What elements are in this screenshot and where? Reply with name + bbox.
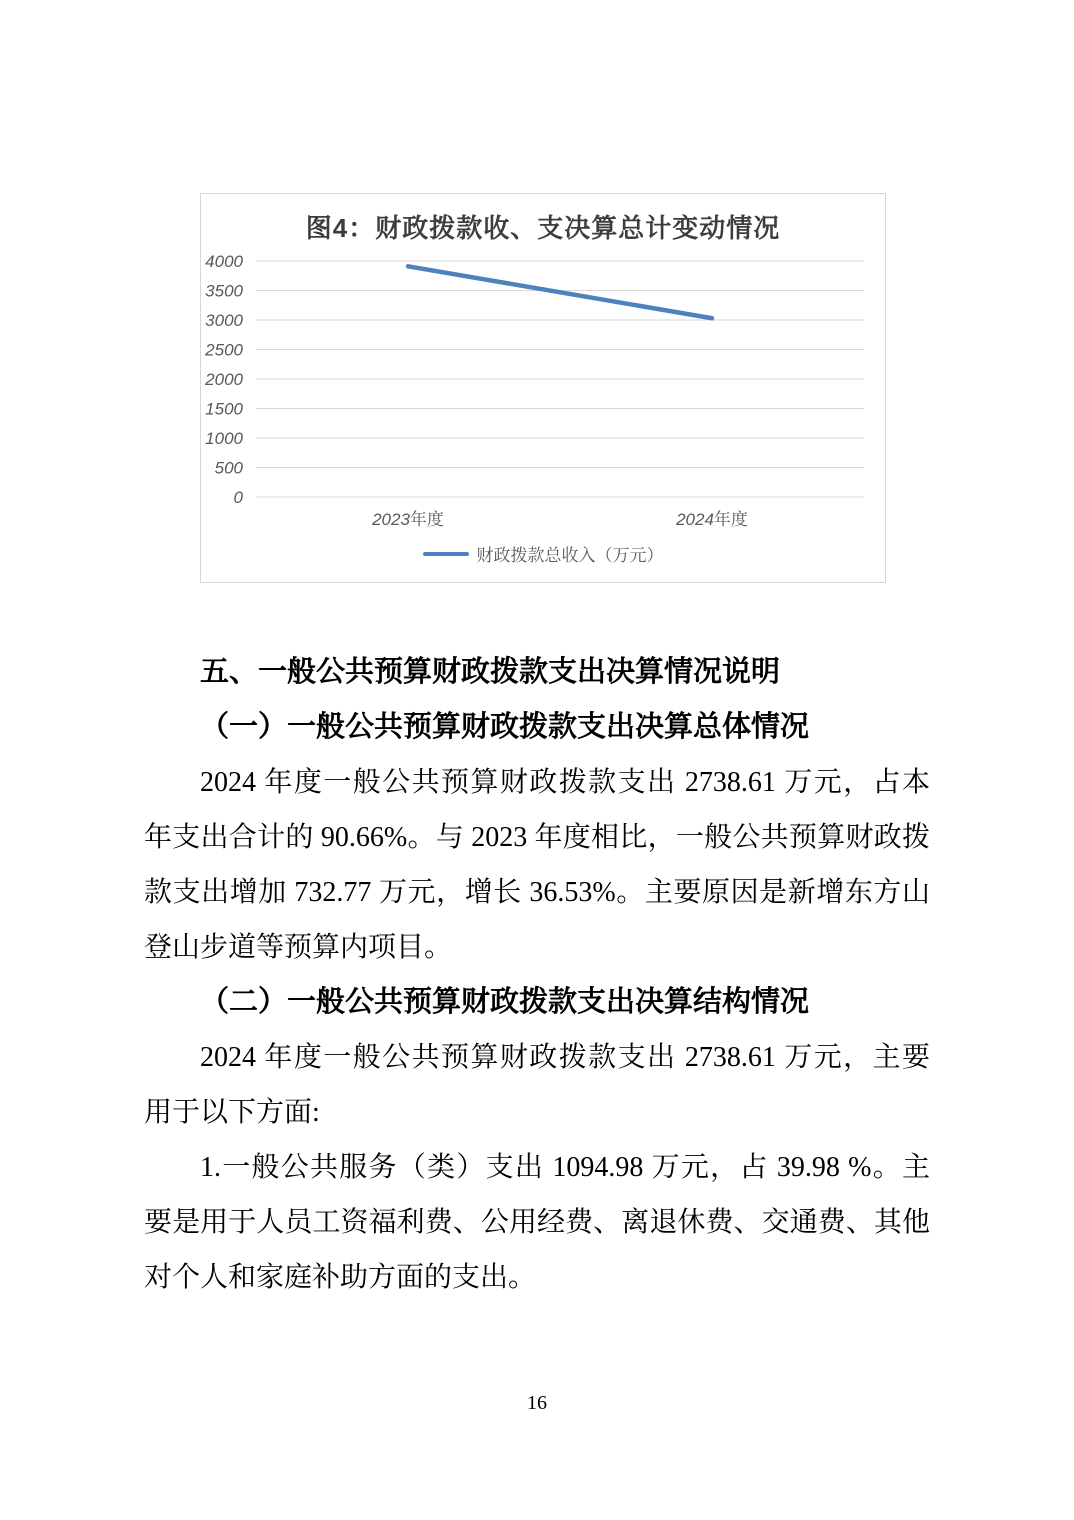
body-text <box>144 645 930 1305</box>
legend-line-swatch <box>423 552 469 556</box>
chart-legend <box>201 541 885 566</box>
paragraph-2-line-1: 2024 年度一般公共预算财政拨款支出 2738.61 万元，主要 <box>200 1042 930 1073</box>
paragraph-3-line-2: 要是用于人员工资福利费、公用经费、离退休费、交通费、其他 <box>144 1207 930 1238</box>
chart <box>200 193 886 583</box>
svg-text:2000: 2000 <box>205 370 243 389</box>
page-number: 16 <box>527 1392 547 1414</box>
paragraph-3-line-3: 对个人和家庭补助方面的支出。 <box>144 1262 537 1293</box>
section-heading: 五、一般公共预算财政拨款支出决算情况说明 <box>200 656 781 688</box>
svg-text:1000: 1000 <box>205 429 243 448</box>
paragraph-2-line-2: 用于以下方面: <box>144 1097 320 1128</box>
svg-text:0: 0 <box>233 488 243 507</box>
svg-text:2500: 2500 <box>205 340 243 360</box>
paragraph-1-line-2: 年支出合计的 90.66%。与 2023 年度相比，一般公共预算财政拨 <box>144 822 930 853</box>
chart-plot-area <box>201 194 887 584</box>
paragraph-1-line-1: 2024 年度一般公共预算财政拨款支出 2738.61 万元，占本 <box>200 767 930 798</box>
svg-text:3500: 3500 <box>205 281 243 301</box>
sub-heading-1: （一）一般公共预算财政拨款支出决算总体情况 <box>200 711 810 743</box>
svg-text:3000: 3000 <box>205 311 243 330</box>
paragraph-3-line-1: 1.一般公共服务（类）支出 1094.98 万元，占 39.98 %。主 <box>200 1152 930 1183</box>
sub-heading-2: （二）一般公共预算财政拨款支出决算结构情况 <box>200 986 810 1018</box>
svg-text:2023年度: 2023年度 <box>372 510 444 529</box>
legend-label: 财政拨款总收入（万元） <box>476 546 664 565</box>
chart-title: 图4：财政拨款收、支决算总计变动情况 <box>305 213 781 243</box>
paragraph-1-line-3: 款支出增加 732.77 万元，增长 36.53%。主要原因是新增东方山 <box>144 877 930 908</box>
svg-text:2024年度: 2024年度 <box>676 510 748 529</box>
paragraph-1-line-4: 登山步道等预算内项目。 <box>144 932 453 963</box>
svg-text:1500: 1500 <box>205 399 243 419</box>
svg-text:4000: 4000 <box>205 252 243 271</box>
svg-text:500: 500 <box>214 458 243 478</box>
